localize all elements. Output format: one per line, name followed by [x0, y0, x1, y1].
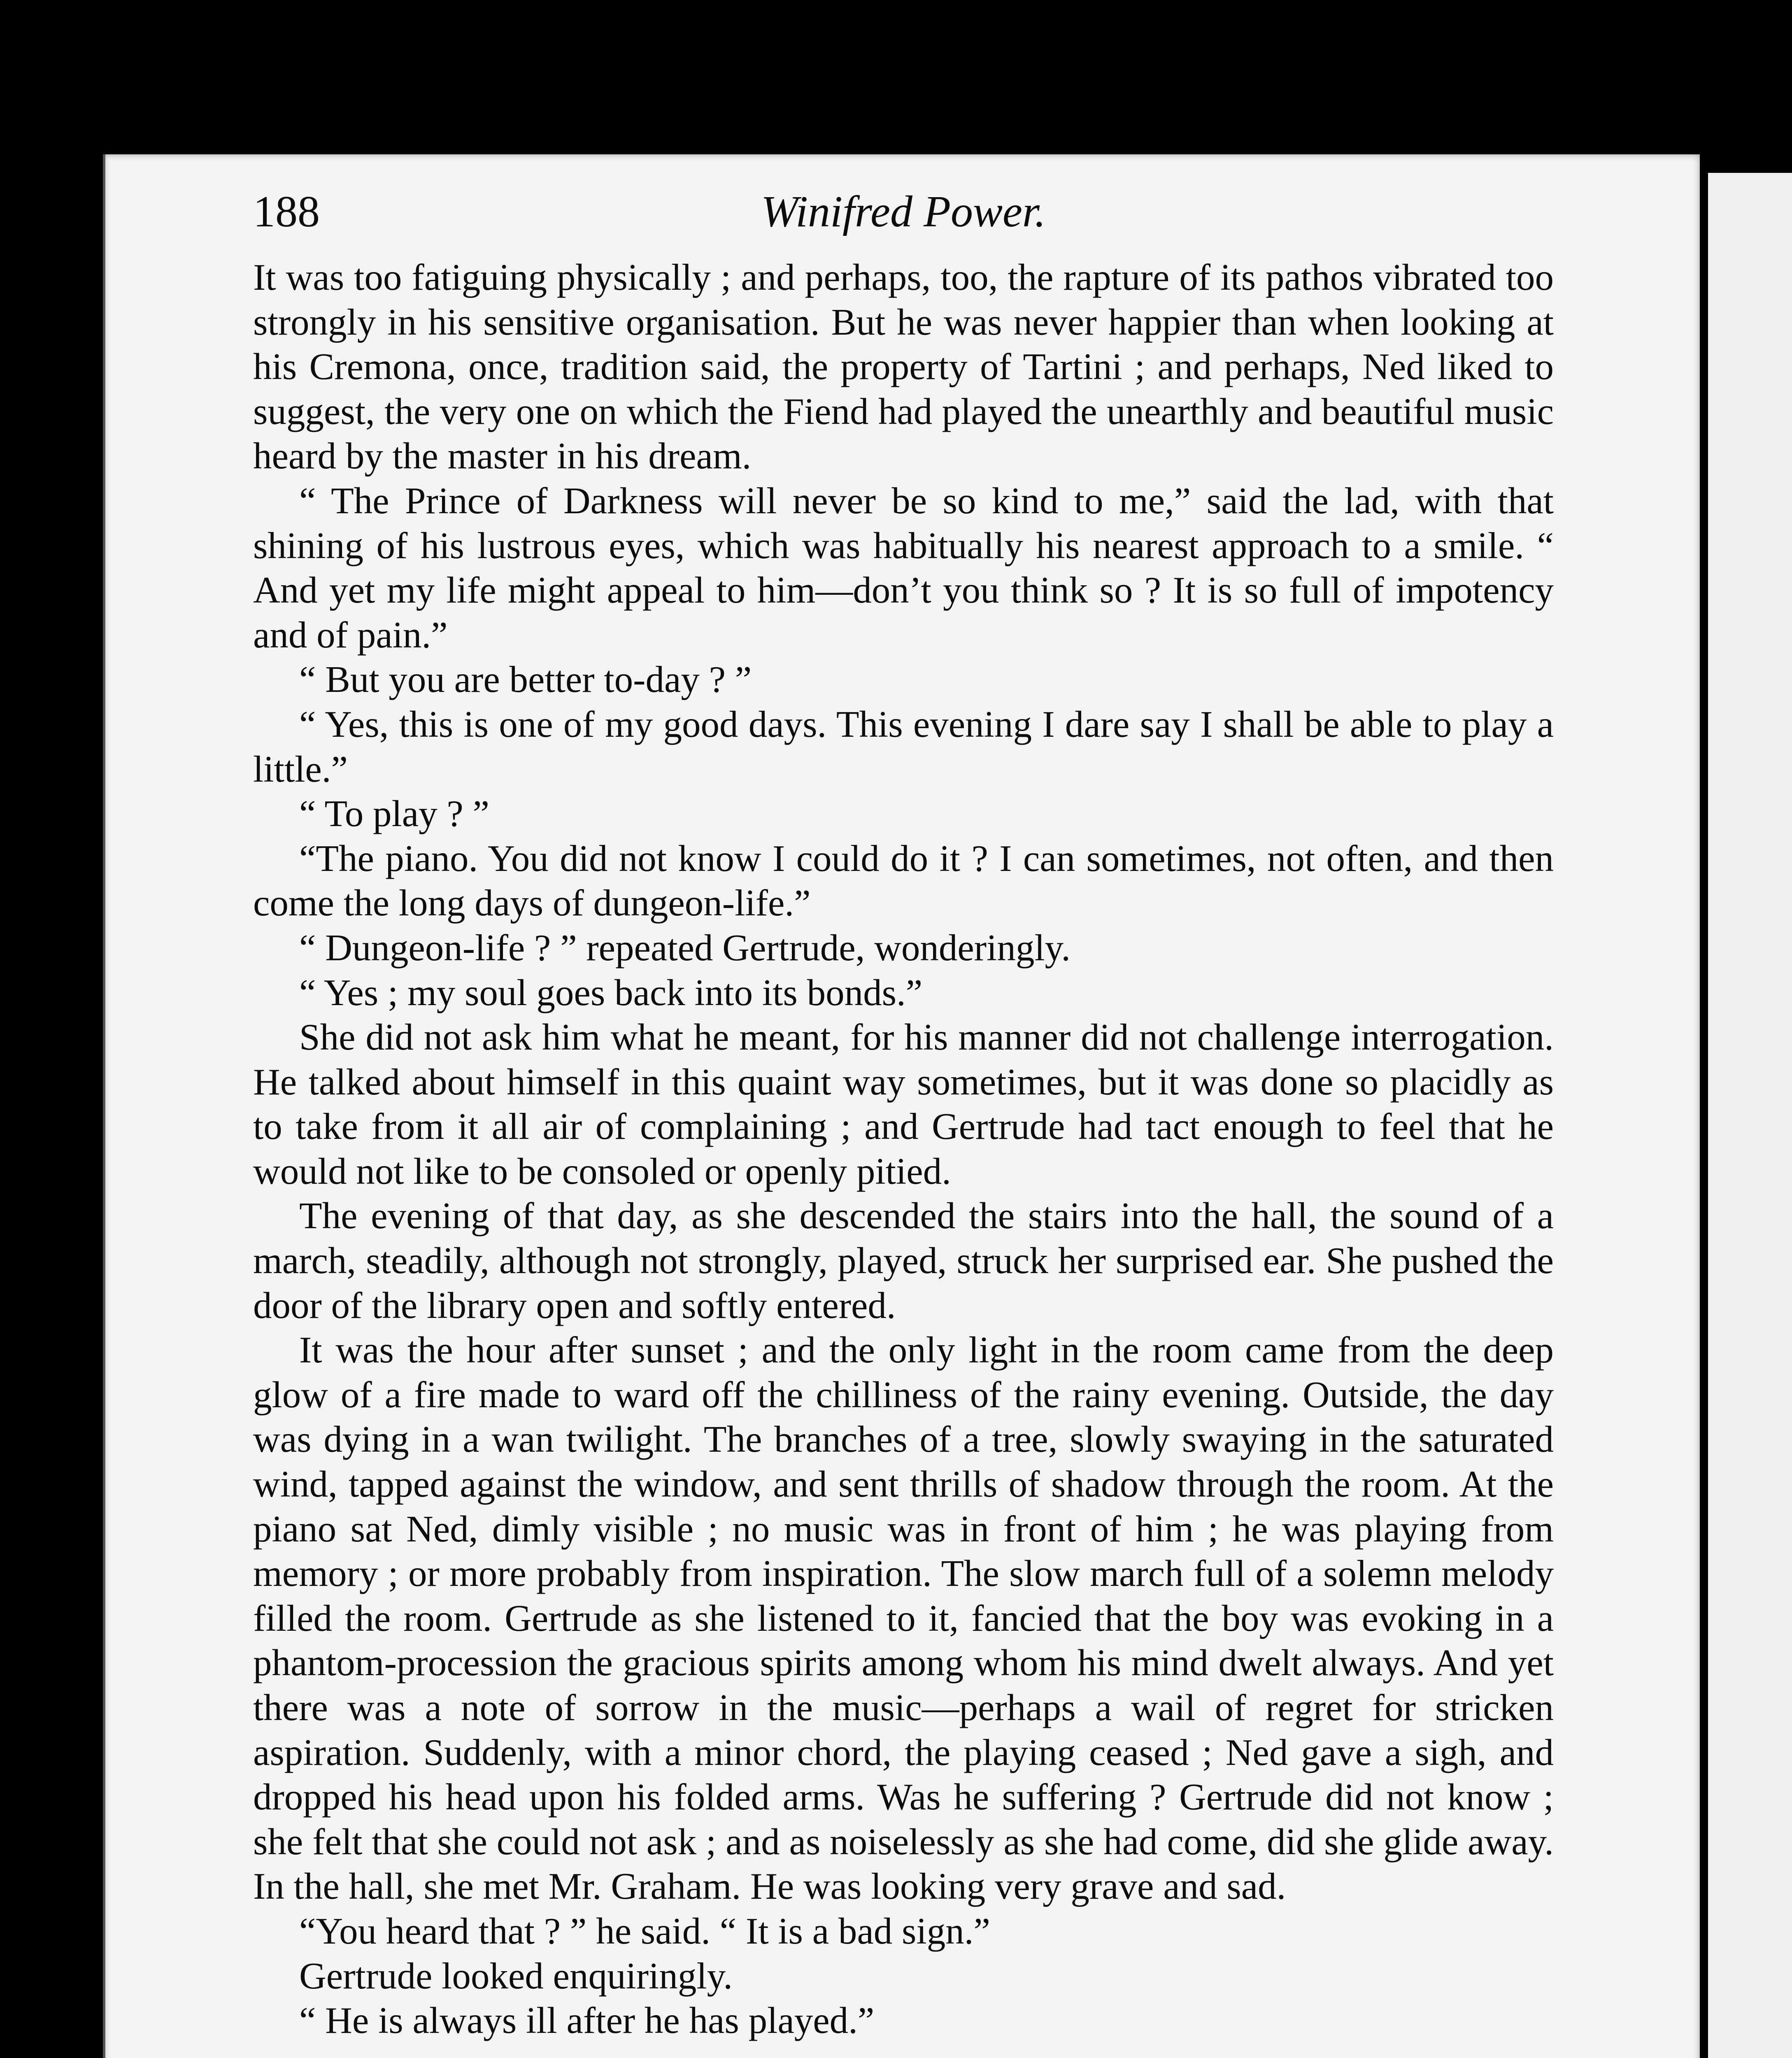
running-title: Winifred Power.: [761, 187, 1046, 236]
page-body-text: [253, 255, 1554, 2043]
paragraph: “ Yes ; my soul goes back into its bonds.”: [299, 971, 923, 1013]
paragraph: The evening of that day, as she descended the stairs into the hall, the sound of a march, steadily, although not strongly, played, struck her surprised ear. She pushed the door of the library open and softly entered.: [253, 1195, 1554, 1326]
paragraph: “ The Prince of Darkness will never be so kind to me,” said the lad, with that shining of his lustrous eyes, which was habitually his nearest approach to a smile. “ And yet my life might appeal to him—don’t you think so ? It is so full of impotency and of pain.”: [253, 480, 1554, 656]
paragraph: It was the hour after sunset ; and the only light in the room came from the deep glow of a fire made to ward off the chilliness of the rainy evening. Outside, the day was dying in a wan twilight. The branches of a tree, slowly swaying in the saturated wind, tapped against the window, and sent thrills of shadow through the room. At the piano sat Ned, dimly visible ; no music was in front of him ; he was playing from memory ; or more probably from inspiration. The slow march full of a solemn melody filled the room. Gertrude as she listened to it, fancied that the boy was evoking in a phantom-procession the gracious spirits among whom his mind dwelt always. And yet there was a note of sorrow in the music—perhaps a wail of regret for stricken aspiration. Suddenly, with a minor chord, the playing ceased ; Ned gave a sigh, and dropped his head upon his folded arms. Was he suffering ? Gertrude did not know ; she felt that she could not ask ; and as noiselessly as she had come, did she glide away. In the hall, she met Mr. Graham. He was looking very grave and sad.: [253, 1329, 1554, 1907]
paragraph: “ But you are better to-day ? ”: [299, 659, 752, 701]
paragraph: She did not ask him what he meant, for his manner did not challenge interrogation. He talked about himself in this quaint way sometimes, but it was done so placidly as to take from it all air of complaining ; and Gertrude had tact enough to feel that he would not like to be consoled or openly pitied.: [253, 1016, 1554, 1192]
paragraph: “ Yes, this is one of my good days. This evening I dare say I shall be able to play a little.”: [253, 703, 1554, 790]
paragraph: Gertrude looked enquiringly.: [299, 1955, 733, 1997]
paragraph: “ He is always ill after he has played.”: [299, 2000, 875, 2042]
paragraph: “ To play ? ”: [299, 793, 489, 835]
page-header: [253, 181, 1554, 243]
page-number: 188: [253, 187, 320, 236]
paragraph: It was too fatiguing physically ; and perhaps, too, the rapture of its pathos vibrated too strongly in his sensitive organisation. But he was never happier than when looking at his Cremona, once, tradition said, the property of Tartini ; and perhaps, Ned liked to suggest, the very one on which the Fiend had played the unearthly and beautiful music heard by the master in his dream.: [253, 256, 1554, 477]
paragraph: “You heard that ? ” he said. “ It is a bad sign.”: [299, 1910, 990, 1952]
paragraph: “The piano. You did not know I could do it ? I can sometimes, not often, and then come the long days of dungeon-life.”: [253, 837, 1554, 924]
paragraph: “ Dungeon-life ? ” repeated Gertrude, wonderingly.: [299, 927, 1071, 968]
adjacent-page-edge: [1708, 173, 1792, 2058]
